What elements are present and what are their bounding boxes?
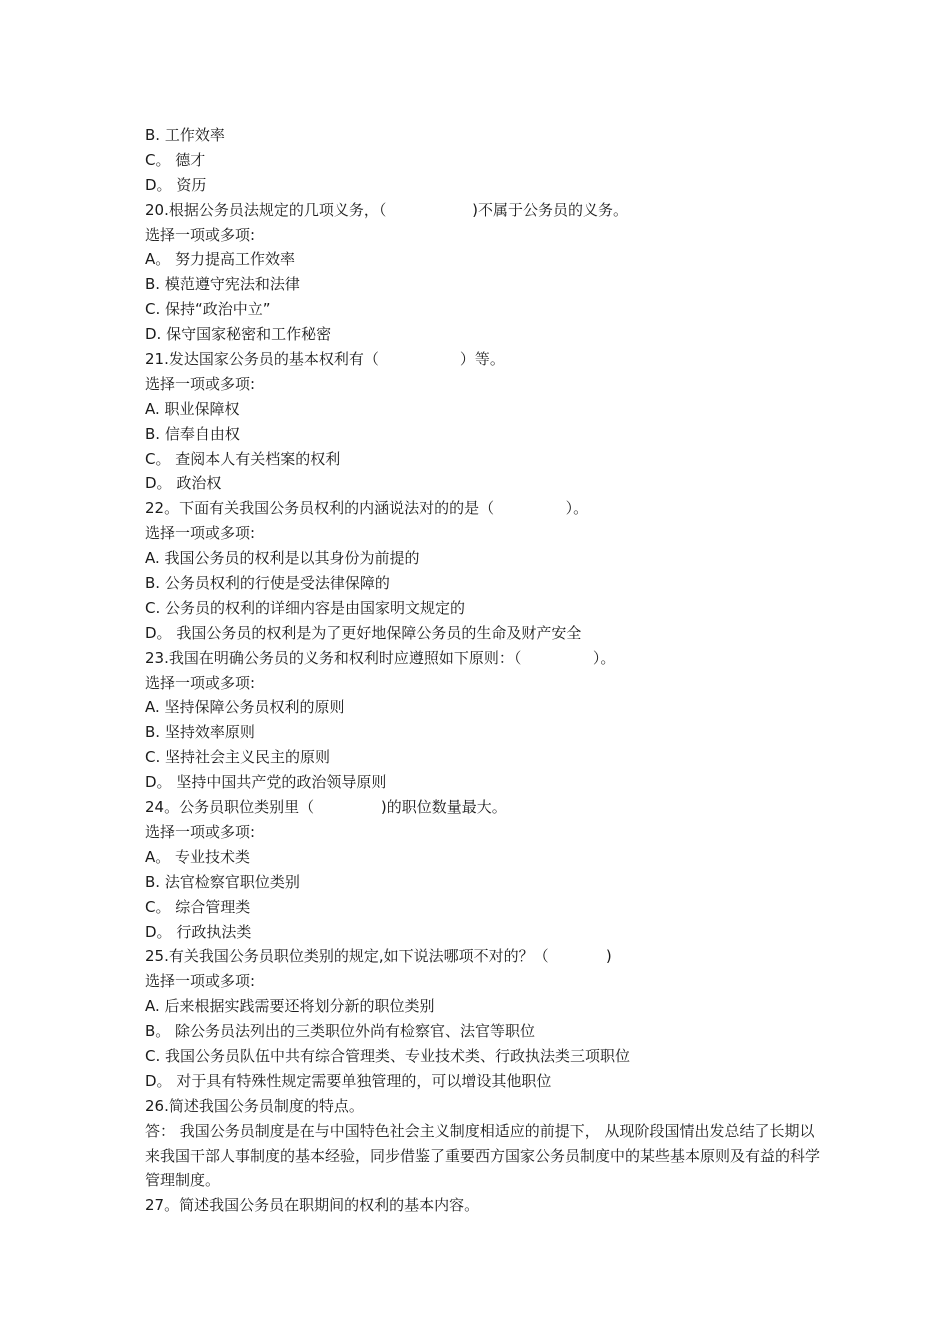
text-line: B. 公务员权利的行使是受法律保障的 — [145, 574, 390, 593]
text-line: C。 查阅本人有关档案的权利 — [145, 449, 341, 468]
text-line: 选择一项或多项: — [145, 374, 256, 393]
text-line: D。 政治权 — [145, 474, 222, 493]
text-line: D。 对于具有特殊性规定需要单独管理的，可以增设其他职位 — [145, 1071, 552, 1090]
text-line: B. 工作效率 — [145, 126, 225, 144]
text-line: D。 行政执法类 — [145, 922, 252, 941]
text-line: 选择一项或多项: — [145, 524, 256, 543]
text-line: 选择一项或多项: — [145, 822, 256, 841]
question-27: 27。简述我国公务员在职期间的权利的基本内容。 — [145, 1196, 480, 1215]
text-line: B. 模范遵守宪法和法律 — [145, 275, 300, 294]
text-line: D。 资历 — [145, 175, 207, 194]
question-22: 22。下面有关我国公务员权利的内涵说法对的的是（ ）。 — [145, 499, 589, 518]
text-line: C。 综合管理类 — [145, 897, 251, 916]
text-line: D. 保守国家秘密和工作秘密 — [145, 325, 332, 344]
text-line: A。 努力提高工作效率 — [145, 250, 296, 269]
text-line: D。 我国公务员的权利是为了更好地保障公务员的生命及财产安全 — [145, 623, 582, 642]
text-line: C。 德才 — [145, 150, 206, 169]
text-line: 选择一项或多项: — [145, 972, 256, 991]
text-line: A. 我国公务员的权利是以其身份为前提的 — [145, 549, 420, 568]
question-25: 25.有关我国公务员职位类别的规定,如下说法哪项不对的？（ ) — [145, 947, 612, 966]
text-line: B。 除公务员法列出的三类职位外尚有检察官、法官等职位 — [145, 1022, 536, 1041]
question-23: 23.我国在明确公务员的义务和权利时应遵照如下原则：（ ）。 — [145, 648, 616, 667]
question-20: 20.根据公务员法规定的几项义务，（ )不属于公务员的义务。 — [145, 200, 629, 219]
question-26: 26.简述我国公务员制度的特点。 — [145, 1096, 364, 1115]
text-line: A。 专业技术类 — [145, 847, 251, 866]
text-line: B. 坚持效率原则 — [145, 723, 255, 742]
question-24: 24。公务员职位类别里（ )的职位数量最大。 — [145, 798, 507, 817]
text-line: A. 后来根据实践需要还将划分新的职位类别 — [145, 997, 435, 1016]
text-line: A. 职业保障权 — [145, 399, 240, 418]
answer-paragraph: 答： 我国公务员制度是在与中国特色社会主义制度相适应的前提下， 从现阶段国情出发总结了长期以来我国干部人事制度的基本经验，同步借鉴了重要西方国家公务员制度中的某些基本原则及有益的科学管理制度。 — [145, 1121, 821, 1190]
text-line: C. 坚持社会主义民主的原则 — [145, 748, 331, 767]
text-line: D。 坚持中国共产党的政治领导原则 — [145, 773, 387, 792]
text-line: C. 我国公务员队伍中共有综合管理类、专业技术类、行政执法类三项职位 — [145, 1046, 631, 1065]
document-body — [145, 123, 825, 1218]
text-line: C. 公务员的权利的详细内容是由国家明文规定的 — [145, 598, 466, 617]
text-line: A. 坚持保障公务员权利的原则 — [145, 698, 345, 717]
question-21: 21.发达国家公务员的基本权利有（ ）等。 — [145, 350, 505, 369]
text-line: B. 信奉自由权 — [145, 424, 240, 443]
text-line: 选择一项或多项: — [145, 225, 256, 244]
text-line: B. 法官检察官职位类别 — [145, 872, 300, 891]
text-line: 选择一项或多项: — [145, 673, 256, 692]
text-line: C. 保持“政治中立” — [145, 300, 271, 319]
